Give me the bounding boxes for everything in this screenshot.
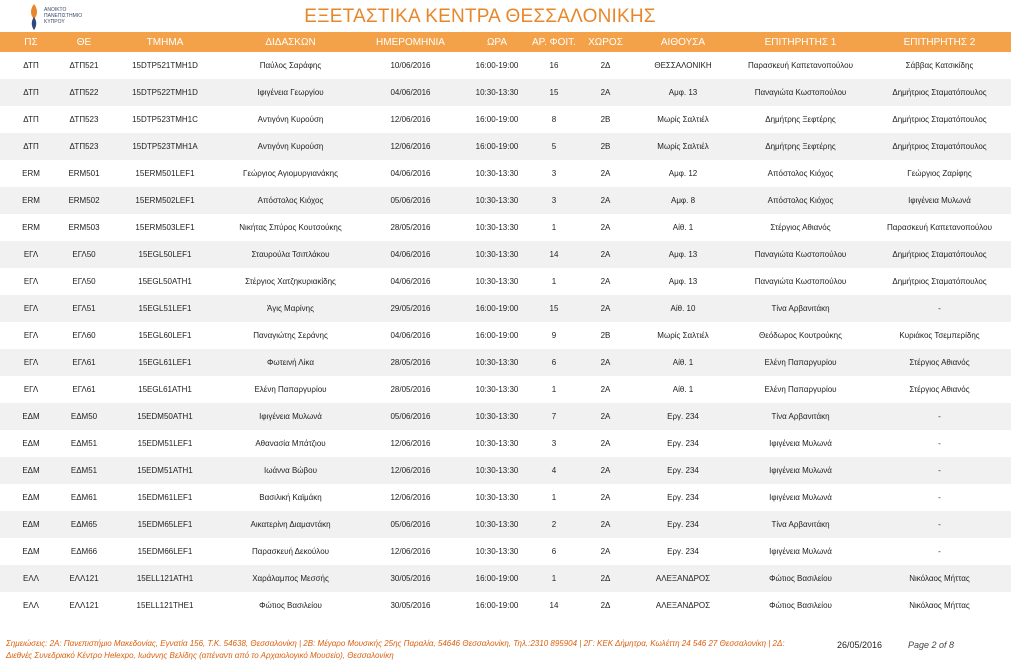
table-cell: ΕΓΛ — [23, 331, 39, 340]
table-cell: 15EDM65LEF1 — [137, 520, 193, 529]
table-cell: 05/06/2016 — [390, 412, 431, 421]
table-cell: ΕΛΛ — [22, 601, 40, 610]
table-cell: ΔΤΠ523 — [69, 115, 99, 124]
table-cell: ΕΔΜ50 — [70, 412, 98, 421]
table-row — [0, 484, 1011, 511]
table-cell: Εργ. 234 — [667, 439, 699, 448]
table-cell: - — [938, 412, 941, 421]
table-cell: Χαράλαμπος Μεσσής — [252, 574, 329, 583]
table-cell: Στέργιος Αθιανός — [909, 385, 970, 394]
table-cell: 10:30-13:30 — [475, 547, 519, 556]
table-cell: 10:30-13:30 — [475, 223, 519, 232]
table-cell: 15EGL61LEF1 — [138, 358, 192, 367]
table-cell: 04/06/2016 — [390, 331, 431, 340]
table-cell: Παρασκευή Δεκούλου — [251, 547, 330, 556]
page-number: Page 2 of 8 — [908, 640, 955, 650]
table-cell: Αμφ. 13 — [668, 277, 698, 286]
table-cell: ΕΓΛ50 — [72, 250, 96, 259]
table-cell: 15EDM66LEF1 — [137, 547, 193, 556]
table-cell: 10:30-13:30 — [475, 250, 519, 259]
table-row — [0, 106, 1011, 133]
table-cell: - — [938, 547, 941, 556]
table-cell: 2Α — [600, 223, 611, 232]
table-row — [0, 268, 1011, 295]
table-cell: 15ERM502LEF1 — [135, 196, 195, 205]
table-cell: Παύλος Σαράφης — [259, 61, 322, 70]
table-cell: 2Δ — [600, 574, 611, 583]
table-row — [0, 160, 1011, 187]
table-cell: 1 — [551, 385, 557, 394]
table-cell: ΕΓΛ61 — [72, 385, 96, 394]
table-cell: 10:30-13:30 — [475, 196, 519, 205]
table-cell: Δημήτρης Ξεφτέρης — [765, 142, 836, 151]
table-cell: ΕΓΛ50 — [72, 277, 96, 286]
table-cell: ΔΤΠ523 — [69, 142, 99, 151]
table-row — [0, 538, 1011, 565]
table-cell: ΔΤΠ — [23, 115, 39, 124]
table-cell: Ιωάννα Βώβου — [264, 466, 317, 475]
table-cell: ΕΔΜ — [22, 493, 40, 502]
table-cell: 10:30-13:30 — [475, 277, 519, 286]
table-cell: Φώτιος Βασιλείου — [769, 601, 832, 610]
table-cell: Δημήτριος Σταματόπουλος — [892, 115, 987, 124]
table-cell: Θεόδωρος Κουτρούκης — [759, 331, 842, 340]
table-cell: 14 — [549, 250, 559, 259]
table-cell: 2Α — [600, 547, 611, 556]
table-cell: 2Α — [600, 358, 611, 367]
table-cell: ΔΤΠ521 — [69, 61, 99, 70]
table-row — [0, 295, 1011, 322]
table-cell: Ελένη Παπαργυρίου — [764, 358, 837, 367]
table-row — [0, 133, 1011, 160]
table-cell: Μωρίς Σαλτιέλ — [657, 142, 709, 151]
table-cell: Παρασκευή Καπετανοπούλου — [747, 61, 854, 70]
table-cell: 15 — [549, 88, 559, 97]
table-cell: 12/06/2016 — [390, 115, 431, 124]
table-cell: 12/06/2016 — [390, 439, 431, 448]
table-cell: 2Α — [600, 439, 611, 448]
table-cell: 15EDM61LEF1 — [137, 493, 193, 502]
table-cell: ΕΔΜ61 — [70, 493, 98, 502]
table-cell: 10/06/2016 — [390, 61, 431, 70]
table-cell: Νικόλαος Μήττας — [909, 574, 970, 583]
column-header: ΘΕ — [76, 36, 92, 48]
table-cell: 10:30-13:30 — [475, 88, 519, 97]
table-cell: 16:00-19:00 — [475, 61, 519, 70]
table-cell: 16 — [549, 61, 559, 70]
table-cell: Αίθ. 1 — [672, 385, 694, 394]
table-cell: ΕΓΛ51 — [72, 304, 96, 313]
table-cell: ERM — [22, 169, 40, 178]
table-cell: Αίθ. 10 — [670, 304, 696, 313]
table-body — [0, 52, 1011, 619]
table-cell: 2Β — [600, 115, 611, 124]
table-cell: 30/05/2016 — [390, 574, 431, 583]
table-cell: 05/06/2016 — [390, 520, 431, 529]
table-cell: Στέργιος Χατζηκυριακίδης — [245, 277, 336, 286]
table-cell: 28/05/2016 — [390, 358, 431, 367]
table-cell: 16:00-19:00 — [475, 601, 519, 610]
table-cell: ΕΓΛ — [23, 250, 39, 259]
table-cell: 15DTP523TMH1A — [132, 142, 198, 151]
table-cell: 3 — [551, 439, 557, 448]
table-cell: Δημήτριος Σταματόπουλος — [892, 142, 987, 151]
table-cell: 2Α — [600, 196, 611, 205]
table-cell: Παναγιώτα Κωστοπούλου — [754, 277, 847, 286]
table-cell: ERM503 — [68, 223, 100, 232]
table-cell: ΕΛΛ121 — [69, 601, 99, 610]
table-cell: ΕΛΛ121 — [69, 574, 99, 583]
footer-notes — [6, 638, 796, 662]
table-cell: Βασιλική Καϊμάκη — [259, 493, 322, 502]
table-cell: Ιφιγένεια Μυλωνά — [769, 547, 832, 556]
table-cell: 2Β — [600, 142, 611, 151]
table-cell: 2Α — [600, 493, 611, 502]
table-cell: 9 — [551, 331, 557, 340]
table-cell: 3 — [551, 169, 557, 178]
table-cell: 2Α — [600, 277, 611, 286]
table-cell: 15DTP521TMH1D — [132, 61, 198, 70]
footer-notes-line2: Διεθνές Συνεδριακό Κέντρο Helexpo, Ιωάννης Βελίδης (απέναντι από το Αρχαιολογικό Μουσείο), Θεσσαλονίκη — [6, 651, 394, 660]
table-cell: ΑΛΕΞΑΝΔΡΟΣ — [655, 574, 711, 583]
table-cell: 2Α — [600, 520, 611, 529]
table-cell: Δημήτρης Ξεφτέρης — [765, 115, 836, 124]
table-cell: 15EGL50ATH1 — [138, 277, 192, 286]
table-cell: 16:00-19:00 — [475, 574, 519, 583]
table-cell: ΕΓΛ — [23, 385, 39, 394]
table-cell: 10:30-13:30 — [475, 493, 519, 502]
table-cell: 15DTP522TMH1D — [132, 88, 198, 97]
table-cell: ΕΔΜ51 — [70, 466, 98, 475]
table-cell: Αθανασία Μπάτζιου — [255, 439, 326, 448]
table-row — [0, 79, 1011, 106]
table-cell: 10:30-13:30 — [475, 169, 519, 178]
page-title: ΕΞΕΤΑΣΤΙΚΑ ΚΕΝΤΡΑ ΘΕΣΣΑΛΟΝΙΚΗΣ — [304, 6, 656, 27]
table-cell: Ιφιγένεια Μυλωνά — [769, 439, 832, 448]
table-cell: Σάββας Κατσικίδης — [905, 61, 974, 70]
table-cell: 16:00-19:00 — [475, 115, 519, 124]
table-cell: ΔΤΠ — [23, 61, 39, 70]
table-cell: 15ERM501LEF1 — [135, 169, 195, 178]
table-cell: Σταυρούλα Τσιπλάκου — [251, 250, 330, 259]
table-cell: Ιφιγένεια Μυλωνά — [769, 466, 832, 475]
table-row — [0, 592, 1011, 619]
table-cell: 2Α — [600, 250, 611, 259]
column-header: ΠΣ — [24, 36, 38, 48]
table-cell: ΕΛΛ — [22, 574, 40, 583]
table-cell: 15ELL121ATH1 — [136, 574, 194, 583]
table-cell: Εργ. 234 — [667, 466, 699, 475]
table-row — [0, 187, 1011, 214]
table-row — [0, 511, 1011, 538]
table-cell: 12/06/2016 — [390, 493, 431, 502]
table-cell: Παναγιώτα Κωστοπούλου — [754, 250, 847, 259]
table-cell: - — [938, 520, 941, 529]
column-header: ΔΙΔΑΣΚΩΝ — [265, 36, 316, 48]
table-cell: Τίνα Αρβανιτάκη — [771, 412, 830, 421]
table-cell: Αικατερίνη Διαμαντάκη — [250, 520, 331, 529]
table-cell: ΕΔΜ — [22, 520, 40, 529]
table-cell: 16:00-19:00 — [475, 142, 519, 151]
table-cell: Απόστολος Κιόχος — [767, 196, 834, 205]
table-cell: ΕΓΛ — [23, 277, 39, 286]
table-cell: ΔΤΠ522 — [69, 88, 99, 97]
table-cell: Παναγιώτα Κωστοπούλου — [754, 88, 847, 97]
table-row — [0, 376, 1011, 403]
table-cell: 14 — [549, 601, 559, 610]
table-cell: 10:30-13:30 — [475, 520, 519, 529]
table-cell: Αμφ. 13 — [668, 250, 698, 259]
table-cell: 6 — [551, 547, 557, 556]
column-header: ΑΡ. ΦΟΙΤ. — [532, 36, 576, 48]
table-cell: 15EGL60LEF1 — [138, 331, 192, 340]
table-cell: ΕΓΛ61 — [72, 358, 96, 367]
table-cell: Γεώργιος Ζαρίφης — [907, 169, 972, 178]
table-cell: Ελένη Παπαργυρίου — [254, 385, 327, 394]
table-cell: Παναγιώτης Σεράνης — [253, 331, 328, 340]
table-row — [0, 403, 1011, 430]
table-cell: 1 — [551, 574, 557, 583]
table-cell: Αντιγόνη Κυρούση — [257, 142, 324, 151]
table-row — [0, 565, 1011, 592]
table-cell: 28/05/2016 — [390, 223, 431, 232]
table-cell: Στέργιος Αθιανός — [909, 358, 970, 367]
footer-date: 26/05/2016 — [837, 640, 883, 650]
table-cell: 15 — [549, 304, 559, 313]
table-cell: Στέργιος Αθιανός — [770, 223, 831, 232]
table-cell: 7 — [551, 412, 557, 421]
table-cell: ERM501 — [68, 169, 100, 178]
table-cell: 5 — [551, 142, 557, 151]
table-cell: Δημήτριος Σταματόπουλος — [892, 88, 987, 97]
table-cell: 10:30-13:30 — [475, 466, 519, 475]
table-cell: 1 — [551, 223, 557, 232]
table-cell: 15ERM503LEF1 — [135, 223, 195, 232]
table-cell: ERM — [22, 196, 40, 205]
column-header: ΩΡΑ — [486, 36, 508, 48]
table-cell: Άγις Μαρίνης — [267, 304, 314, 313]
table-cell: Εργ. 234 — [667, 520, 699, 529]
table-cell: Ιφιγένεια Μυλωνά — [259, 412, 322, 421]
table-cell: ΕΓΛ60 — [72, 331, 96, 340]
table-cell: 15EGL50LEF1 — [138, 250, 192, 259]
table-row — [0, 430, 1011, 457]
table-cell: - — [938, 304, 941, 313]
table-cell: ΕΔΜ — [22, 466, 40, 475]
table-cell: Δημήτριος Σταματόπουλος — [892, 277, 987, 286]
table-cell: Εργ. 234 — [667, 493, 699, 502]
table-header-row — [0, 32, 1011, 52]
table-cell: 28/05/2016 — [390, 385, 431, 394]
table-cell: Κυριάκος Τσεμπερίδης — [899, 331, 980, 340]
table-cell: 2Α — [600, 466, 611, 475]
table-cell: Φώτιος Βασιλείου — [259, 601, 322, 610]
table-cell: 2Δ — [600, 61, 611, 70]
table-row — [0, 241, 1011, 268]
logo-text: ΑΝΟΙΚΤΟ ΠΑΝΕΠΙΣΤΗΜΙΟ ΚΥΠΡΟΥ — [44, 7, 83, 25]
table-cell: 05/06/2016 — [390, 196, 431, 205]
table-cell: 04/06/2016 — [390, 277, 431, 286]
table-row — [0, 322, 1011, 349]
table-cell: Μωρίς Σαλτιέλ — [657, 115, 709, 124]
table-cell: Ιφιγένεια Μυλωνά — [908, 196, 971, 205]
exam-centers-table — [0, 32, 1011, 619]
table-cell: 4 — [551, 466, 557, 475]
column-header: ΤΜΗΜΑ — [146, 36, 184, 48]
table-cell: Απόστολος Κιόχος — [767, 169, 834, 178]
table-cell: ΕΓΛ — [23, 304, 39, 313]
table-cell: 2Α — [600, 88, 611, 97]
table-cell: Γεώργιος Αγιομυργιανάκης — [243, 169, 338, 178]
table-cell: 04/06/2016 — [390, 169, 431, 178]
table-cell: 29/05/2016 — [390, 304, 431, 313]
table-cell: ΕΔΜ51 — [70, 439, 98, 448]
table-cell: ΕΔΜ66 — [70, 547, 98, 556]
table-cell: ΑΛΕΞΑΝΔΡΟΣ — [655, 601, 711, 610]
table-cell: ERM — [22, 223, 40, 232]
table-cell: Εργ. 234 — [667, 547, 699, 556]
table-cell: Απόστολος Κιόχος — [257, 196, 324, 205]
table-cell: ΕΔΜ — [22, 412, 40, 421]
table-cell: ΕΔΜ — [22, 547, 40, 556]
table-cell: 15EDM51ATH1 — [137, 466, 193, 475]
table-cell: 1 — [551, 277, 557, 286]
table-cell: 2Α — [600, 385, 611, 394]
table-cell: - — [938, 439, 941, 448]
table-cell: 15EGL51LEF1 — [138, 304, 192, 313]
table-row — [0, 457, 1011, 484]
table-cell: Αμφ. 13 — [668, 88, 698, 97]
table-cell: 15ELL121THE1 — [136, 601, 194, 610]
column-header: ΑΙΘΟΥΣΑ — [660, 36, 706, 48]
table-cell: 10:30-13:30 — [475, 385, 519, 394]
table-cell: Αμφ. 12 — [668, 169, 698, 178]
table-cell: ΕΔΜ65 — [70, 520, 98, 529]
table-cell: 6 — [551, 358, 557, 367]
table-cell: 16:00-19:00 — [475, 331, 519, 340]
table-cell: 15EGL61ATH1 — [138, 385, 192, 394]
table-cell: 15DTP523TMH1C — [132, 115, 198, 124]
table-cell: Φώτιος Βασιλείου — [769, 574, 832, 583]
column-header: ΕΠΙΤΗΡΗΤΗΣ 1 — [764, 36, 837, 48]
table-cell: Τίνα Αρβανιτάκη — [771, 304, 830, 313]
table-cell: Αμφ. 8 — [670, 196, 696, 205]
table-cell: 30/05/2016 — [390, 601, 431, 610]
table-cell: 12/06/2016 — [390, 547, 431, 556]
table-cell: 2Δ — [600, 601, 611, 610]
table-cell: 16:00-19:00 — [475, 304, 519, 313]
table-cell: Παρασκευή Καπετανοπούλου — [886, 223, 993, 232]
table-cell: Νικήτας Σπύρος Κουτσούκης — [239, 223, 342, 232]
table-cell: 04/06/2016 — [390, 250, 431, 259]
table-cell: Αίθ. 1 — [672, 223, 694, 232]
table-cell: 10:30-13:30 — [475, 412, 519, 421]
table-cell: - — [938, 466, 941, 475]
table-cell: ΔΤΠ — [23, 142, 39, 151]
table-cell: 1 — [551, 493, 557, 502]
table-cell: Νικόλαος Μήττας — [909, 601, 970, 610]
table-cell: Ελένη Παπαργυρίου — [764, 385, 837, 394]
table-cell: Φωτεινή Λίκα — [267, 358, 314, 367]
column-header: ΧΩΡΟΣ — [588, 36, 623, 48]
table-cell: 15EDM50ATH1 — [137, 412, 193, 421]
table-cell: ΘΕΣΣΑΛΟΝΙΚΗ — [654, 61, 712, 70]
table-cell: 3 — [551, 196, 557, 205]
table-cell: Ιφιγένεια Γεωργίου — [257, 88, 324, 97]
footer-notes-line1: Σημειώσεις: 2Α: Πανεπιστήμιο Μακεδονίας, Εγνατία 156, Τ.Κ. 54638, Θεσσαλονίκη | 2Β: Μέγαρο Μουσικής 25ης Παραλία, 54646 Θεσσαλονίκη, Τηλ.:2310 895904 | 2Γ: ΚΕΚ Δήμητρα, Κωλέττη 24 546 27 Θεσσαλονίκη | 2Δ: — [6, 639, 785, 648]
table-cell: 2Β — [600, 331, 611, 340]
table-cell: Δημήτριος Σταματόπουλος — [892, 250, 987, 259]
table-row — [0, 214, 1011, 241]
table-cell: 10:30-13:30 — [475, 358, 519, 367]
table-cell: Αντιγόνη Κυρούση — [257, 115, 324, 124]
table-cell: Τίνα Αρβανιτάκη — [771, 520, 830, 529]
table-cell: 04/06/2016 — [390, 88, 431, 97]
table-row — [0, 349, 1011, 376]
table-cell: 2Α — [600, 412, 611, 421]
table-cell: Μωρίς Σαλτιέλ — [657, 331, 709, 340]
table-cell: 12/06/2016 — [390, 142, 431, 151]
column-header: ΗΜΕΡΟΜΗΝΙΑ — [376, 36, 445, 48]
table-cell: Ιφιγένεια Μυλωνά — [769, 493, 832, 502]
table-cell: 15EDM51LEF1 — [137, 439, 193, 448]
table-cell: - — [938, 493, 941, 502]
table-row — [0, 52, 1011, 79]
table-cell: 12/06/2016 — [390, 466, 431, 475]
table-cell: 2 — [551, 520, 557, 529]
table-cell: 2Α — [600, 304, 611, 313]
table-cell: ΔΤΠ — [23, 88, 39, 97]
table-cell: 2Α — [600, 169, 611, 178]
table-cell: ΕΔΜ — [22, 439, 40, 448]
table-cell: ERM502 — [68, 196, 100, 205]
column-header: ΕΠΙΤΗΡΗΤΗΣ 2 — [903, 36, 976, 48]
table-cell: 8 — [551, 115, 557, 124]
table-cell: Εργ. 234 — [667, 412, 699, 421]
table-cell: Αίθ. 1 — [672, 358, 694, 367]
table-cell: 10:30-13:30 — [475, 439, 519, 448]
table-cell: ΕΓΛ — [23, 358, 39, 367]
